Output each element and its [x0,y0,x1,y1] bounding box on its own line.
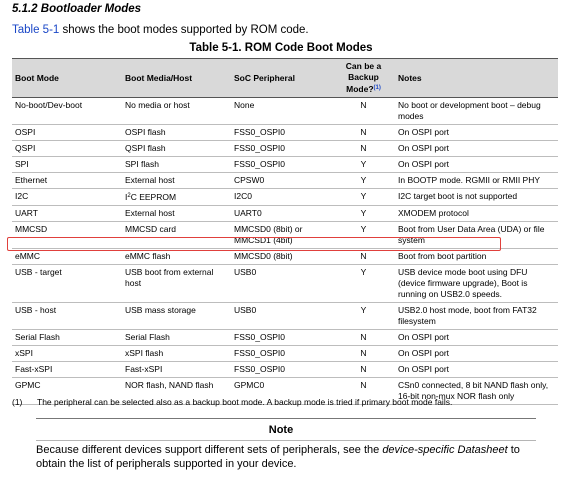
cell-notes: No boot or development boot – debug modes [395,98,558,125]
cell-boot-mode: SPI [12,157,122,173]
cell-boot-mode: USB - target [12,265,122,303]
cell-notes: CSn0 connected, 8 bit NAND flash only, 16-bit non-mux NOR flash only [395,378,558,405]
table-5-1-link[interactable]: Table 5-1 [12,24,60,36]
cell-boot-media: USB mass storage [122,303,231,330]
intro-rest: shows the boot modes supported by ROM code. [59,24,309,36]
cell-boot-media: Fast-xSPI [122,362,231,378]
cell-boot-mode: eMMC [12,249,122,265]
cell-boot-media: MMCSD card [122,222,231,249]
cell-backup: Y [332,303,395,330]
cell-boot-mode: Ethernet [12,173,122,189]
cell-backup: Y [332,265,395,303]
cell-boot-mode: USB - host [12,303,122,330]
cell-notes: On OSPI port [395,157,558,173]
footnote-number: (1) [12,397,23,407]
header-notes: Notes [395,59,558,98]
section-title: 5.1.2 Bootloader Modes [12,3,142,15]
cell-notes: XMODEM protocol [395,206,558,222]
cell-soc-peripheral: FSS0_OSPI0 [231,330,332,346]
cell-boot-media: Serial Flash [122,330,231,346]
cell-notes: Boot from User Data Area (UDA) or file system [395,222,558,249]
header-backup-line1: Can be a [345,61,382,71]
emmc-row-highlight [7,237,501,251]
cell-boot-media [122,189,231,206]
cell-soc-peripheral: FSS0_OSPI0 [231,125,332,141]
cell-boot-mode: Fast-xSPI [12,362,122,378]
cell-boot-mode: GPMC [12,378,122,405]
table-row [12,157,558,173]
footnote-text: The peripheral can be selected also as a backup boot mode. A backup mode is tried if primary boot mode fails. [37,397,453,407]
cell-boot-mode: MMCSD [12,222,122,249]
table-row [12,346,558,362]
cell-soc-peripheral: FSS0_OSPI0 [231,141,332,157]
cell-soc-peripheral: FSS0_OSPI0 [231,157,332,173]
note-top-divider [36,418,536,419]
cell-notes: USB device mode boot using DFU (device firmware upgrade), Boot is running on USB2.0 speeds. [395,265,558,303]
header-backup-line3: Mode? [346,84,374,94]
i2c-media-prefix: I [125,192,128,202]
note-text [36,443,536,471]
note-divider [36,440,536,441]
cell-notes: In BOOTP mode. RGMII or RMII PHY [395,173,558,189]
cell-boot-media: SPI flash [122,157,231,173]
intro-text [12,24,309,36]
cell-soc-peripheral: USB0 [231,265,332,303]
cell-notes: On OSPI port [395,141,558,157]
cell-boot-mode: xSPI [12,346,122,362]
cell-backup: Y [332,206,395,222]
cell-boot-media: External host [122,173,231,189]
cell-boot-mode: Serial Flash [12,330,122,346]
cell-soc-peripheral: None [231,98,332,125]
cell-soc-peripheral: FSS0_OSPI0 [231,346,332,362]
cell-boot-media: xSPI flash [122,346,231,362]
cell-notes: On OSPI port [395,346,558,362]
table-row [12,125,558,141]
cell-soc-peripheral: UART0 [231,206,332,222]
cell-soc-peripheral: I2C0 [231,189,332,206]
header-boot-mode: Boot Mode [12,59,122,98]
cell-boot-media: eMMC flash [122,249,231,265]
cell-backup: N [332,125,395,141]
cell-notes: USB2.0 host mode, boot from FAT32 filesystem [395,303,558,330]
cell-boot-mode: QSPI [12,141,122,157]
cell-boot-media: No media or host [122,98,231,125]
cell-boot-mode: I2C [12,189,122,206]
i2c-media-superscript: 2 [127,193,131,199]
cell-backup: N [332,141,395,157]
cell-backup: Y [332,222,395,249]
table-row [12,206,558,222]
cell-backup: N [332,378,395,405]
table-row [12,189,558,206]
note-text-pre: Because different devices support different sets of peripherals, see the [36,444,383,456]
note-text-post: to obtain the list of peripherals supported in your device. [36,444,520,470]
i2c-media-suffix: C EEPROM [130,192,177,202]
cell-backup: N [332,362,395,378]
cell-notes: On OSPI port [395,125,558,141]
cell-boot-media: QSPI flash [122,141,231,157]
table-header-row [12,59,558,98]
cell-boot-media: External host [122,206,231,222]
table-row [12,98,558,125]
header-backup-line2: Backup [348,72,379,82]
table-row [12,362,558,378]
cell-backup: Y [332,173,395,189]
footnote [12,397,452,407]
table-row [12,173,558,189]
cell-boot-mode: UART [12,206,122,222]
cell-soc-peripheral: FSS0_OSPI0 [231,362,332,378]
cell-notes: On OSPI port [395,330,558,346]
cell-backup: Y [332,189,395,206]
cell-backup: Y [332,157,395,173]
cell-backup: N [332,346,395,362]
table-row [12,303,558,330]
cell-backup: N [332,249,395,265]
cell-notes: I2C target boot is not supported [395,189,558,206]
cell-boot-media: OSPI flash [122,125,231,141]
table-caption: Table 5-1. ROM Code Boot Modes [189,42,373,54]
boot-modes-table [12,58,558,405]
cell-notes: On OSPI port [395,362,558,378]
cell-soc-peripheral: MMCSD0 (8bit) [231,249,332,265]
table-row [12,265,558,303]
cell-notes: Boot from boot partition [395,249,558,265]
header-backup-mode [332,59,395,98]
cell-soc-peripheral: GPMC0 [231,378,332,405]
header-boot-media: Boot Media/Host [122,59,231,98]
cell-boot-mode: OSPI [12,125,122,141]
table-row [12,141,558,157]
cell-backup: N [332,98,395,125]
header-soc-peripheral: SoC Peripheral [231,59,332,98]
footnote-ref-link[interactable]: (1) [373,85,381,91]
cell-soc-peripheral: CPSW0 [231,173,332,189]
table-row [12,330,558,346]
datasheet-reference: device-specific Datasheet [382,444,508,456]
cell-soc-peripheral: USB0 [231,303,332,330]
cell-soc-peripheral: MMCSD0 (8bit) or MMCSD1 (4bit) [231,222,332,249]
cell-boot-media: USB boot from external host [122,265,231,303]
cell-boot-mode: No-boot/Dev-boot [12,98,122,125]
cell-boot-media: NOR flash, NAND flash [122,378,231,405]
cell-backup: N [332,330,395,346]
note-title: Note [268,424,294,436]
